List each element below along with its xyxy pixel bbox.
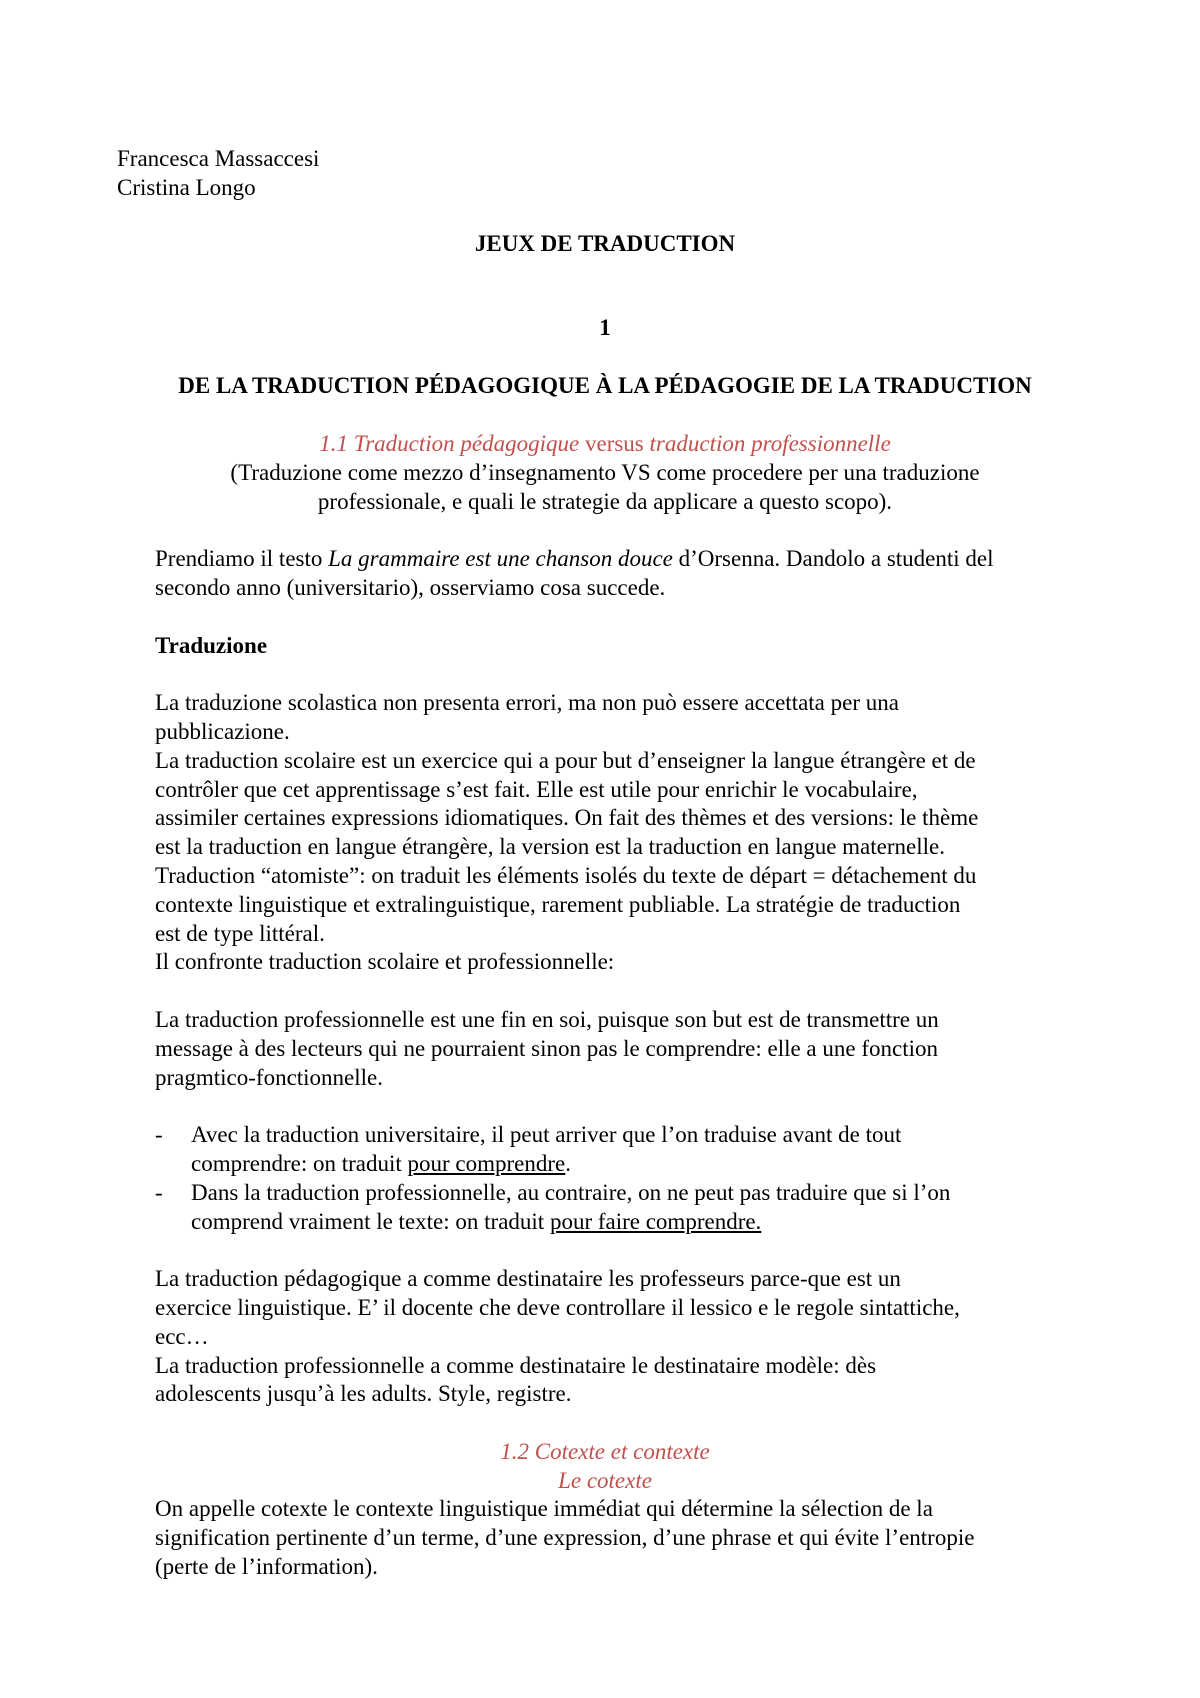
text-line [155,920,1105,949]
text-line [155,1121,1105,1150]
section-heading-line [155,430,1055,459]
text-segment: (Traduzione come mezzo d’insegnamento VS come procedere per una traduzione [230,459,980,485]
text-segment: professionale, e quali le strategie da applicare a questo scopo). [317,488,893,514]
text-line [155,862,1105,891]
document-title: JEUX DE TRADUCTION [474,231,736,256]
text-segment: pragmtico-fonctionnelle. [155,1064,384,1090]
text-line [155,718,1105,747]
underlined-text: pour faire comprendre. [549,1208,762,1234]
text-line [155,1352,1105,1381]
text-segment: On appelle cotexte le contexte linguistique immédiat qui détermine la sélection de la [155,1496,933,1522]
text-segment: La traduzione scolastica non presenta errori, ma non può essere accettata per una [155,690,899,716]
text-line [155,1064,1105,1093]
text-segment: pubblicazione. [155,718,290,744]
text-line [155,545,1105,574]
blank-line [155,603,1105,632]
text-line [155,804,1105,833]
text-line [155,833,1105,862]
text-segment: secondo anno (universitario), osserviamo cosa succede. [155,574,666,600]
text-line [155,488,1055,517]
blank-line [155,1409,1105,1438]
text-line [155,1208,1105,1237]
authors [117,144,319,202]
text-segment: La traduction professionnelle est une fin en soi, puisque son but est de transmettre un [155,1006,939,1032]
text-segment: traduction professionnelle [643,431,891,456]
text-line [155,1179,1105,1208]
text-segment: 1.2 Cotexte et contexte [500,1438,710,1464]
text-line [155,1035,1105,1064]
text-line [155,1524,1105,1553]
blank-line [155,660,1105,689]
text-segment: d’Orsenna. Dandolo a studenti del [672,546,994,572]
author-name: Francesca Massaccesi [117,146,320,171]
text-segment: exercice linguistique. E’ il docente che deve controllare il lessico e le regole sintattiche, [155,1294,960,1320]
text-segment: est la traduction en langue étrangère, la version est la traduction en langue maternelle. [155,834,945,860]
text-segment: Le cotexte [558,1467,652,1493]
bullet-dash: - [155,1122,163,1148]
underlined-text: pour comprendre [407,1150,566,1176]
text-line [155,1323,1105,1352]
blank-line [155,1092,1105,1121]
text-segment: Avec la traduction universitaire, il peut arriver que l’on traduise avant de tout [191,1122,902,1148]
text-segment: Prendiamo il testo [155,546,329,572]
text-segment: 1.1 Traduction pédagogique [319,431,585,456]
text-segment: comprendre: on traduit [191,1150,408,1176]
text-segment: Il confronte traduction scolaire et professionnelle: [155,949,615,975]
text-line [155,1380,1105,1409]
text-segment: contexte linguistique et extralinguistique, rarement publiable. La stratégie de traduction [155,891,961,917]
text-line [155,747,1105,776]
text-line [155,1294,1105,1323]
text-segment: adolescents jusqu’à les adults. Style, registre. [155,1381,572,1407]
section-heading-line [155,1467,1055,1496]
section-heading-line [155,1438,1055,1467]
text-line [155,776,1105,805]
text-segment: signification pertinente d’un terme, d’une expression, d’une phrase et qui évite l’entropie [155,1525,975,1551]
text-segment: Traduzione [155,632,268,658]
text-line [155,891,1105,920]
bullet-dash: - [155,1179,163,1205]
text-line [155,689,1105,718]
text-line [155,1553,1105,1582]
text-segment: versus [584,431,644,456]
text-segment: Dans la traduction professionnelle, au contraire, on ne peut pas traduire que si l’on [191,1179,951,1205]
text-line [155,574,1105,603]
chapter-title: DE LA TRADUCTION PÉDAGOGIQUE À LA PÉDAGOGIE DE LA TRADUCTION [178,373,1032,398]
text-segment: comprend vraiment le texte: on traduit [191,1208,550,1234]
document-body [155,430,1105,1582]
text-line [155,948,1105,977]
text-line [155,1150,1105,1179]
text-segment: assimiler certaines expressions idiomatiques. On fait des thèmes et des versions: le thème [155,805,979,831]
blank-line [155,977,1105,1006]
text-segment: La traduction scolaire est un exercice qui a pour but d’enseigner la langue étrangère et de [155,747,976,773]
text-segment: message à des lecteurs qui ne pourraient sinon pas le comprendre: elle a une fonction [155,1035,938,1061]
text-line [155,632,1105,661]
text-segment: . [565,1150,572,1176]
text-line [155,1265,1105,1294]
text-line [155,459,1055,488]
text-segment: La traduction professionnelle a comme destinataire le destinataire modèle: dès [155,1352,877,1378]
author-name: Cristina Longo [117,175,256,200]
text-line [155,1495,1105,1524]
text-segment: La traduction pédagogique a comme destinataire les professeurs parce-que est un [155,1266,901,1292]
text-segment: ecc… [155,1323,209,1349]
text-line [155,1006,1105,1035]
text-segment: est de type littéral. [155,920,325,946]
text-segment: (perte de l’information). [155,1554,378,1580]
chapter-number: 1 [599,315,611,340]
text-segment: contrôler que cet apprentissage s’est fait. Elle est utile pour enrichir le vocabulaire, [155,776,918,802]
text-segment: Traduction “atomiste”: on traduit les éléments isolés du texte de départ = détachement du [155,862,977,888]
blank-line [155,1236,1105,1265]
text-segment: La grammaire est une chanson douce [328,546,673,572]
blank-line [155,516,1105,545]
